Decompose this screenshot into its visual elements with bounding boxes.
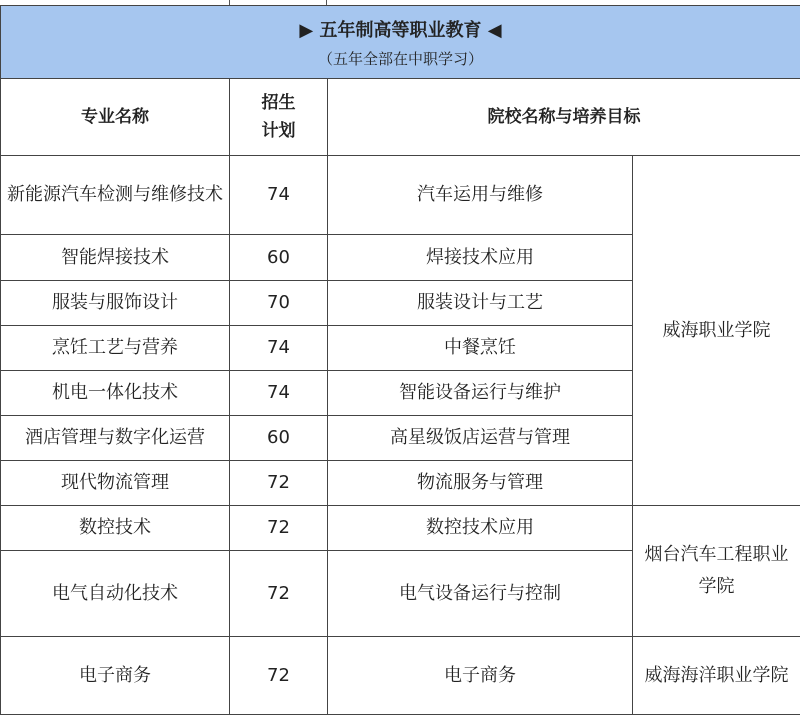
target-cell: 中餐烹饪 <box>328 326 633 371</box>
plan-cell: 72 <box>230 637 328 715</box>
header-row <box>1 79 800 156</box>
header-plan-line1: 招生 <box>236 89 321 117</box>
target-cell: 汽车运用与维修 <box>328 156 633 235</box>
header-plan-line2: 计划 <box>236 117 321 145</box>
major-cell: 数控技术 <box>1 506 230 551</box>
school-cell: 威海海洋职业学院 <box>633 637 800 715</box>
major-cell: 电气自动化技术 <box>1 551 230 637</box>
target-cell: 焊接技术应用 <box>328 235 633 281</box>
plan-cell: 60 <box>230 235 328 281</box>
plan-cell: 74 <box>230 326 328 371</box>
table-row <box>1 156 800 235</box>
major-cell: 服装与服饰设计 <box>1 281 230 326</box>
school-cell: 威海职业学院 <box>633 156 800 506</box>
major-cell: 智能焊接技术 <box>1 235 230 281</box>
major-cell: 现代物流管理 <box>1 461 230 506</box>
table-row <box>1 506 800 551</box>
section-banner <box>1 6 800 79</box>
target-cell: 高星级饭店运营与管理 <box>328 416 633 461</box>
table-row <box>1 637 800 715</box>
banner-row <box>1 6 800 79</box>
plan-cell: 74 <box>230 156 328 235</box>
plan-cell: 60 <box>230 416 328 461</box>
header-plan <box>230 79 328 156</box>
section-title: ▶ 五年制高等职业教育 ◀ <box>1 12 800 46</box>
target-cell: 电子商务 <box>328 637 633 715</box>
plan-cell: 72 <box>230 506 328 551</box>
plan-cell: 74 <box>230 371 328 416</box>
plan-cell: 72 <box>230 461 328 506</box>
section-subtitle: （五年全部在中职学习） <box>1 46 800 72</box>
major-cell: 新能源汽车检测与维修技术 <box>1 156 230 235</box>
major-cell: 机电一体化技术 <box>1 371 230 416</box>
target-cell: 服装设计与工艺 <box>328 281 633 326</box>
plan-cell: 72 <box>230 551 328 637</box>
target-cell: 智能设备运行与维护 <box>328 371 633 416</box>
major-cell: 电子商务 <box>1 637 230 715</box>
major-cell: 酒店管理与数字化运营 <box>1 416 230 461</box>
target-cell: 物流服务与管理 <box>328 461 633 506</box>
target-cell: 电气设备运行与控制 <box>328 551 633 637</box>
major-cell: 烹饪工艺与营养 <box>1 326 230 371</box>
school-cell: 烟台汽车工程职业学院 <box>633 506 800 637</box>
header-school: 院校名称与培养目标 <box>328 79 800 156</box>
enrollment-table <box>0 5 800 715</box>
header-major: 专业名称 <box>1 79 230 156</box>
target-cell: 数控技术应用 <box>328 506 633 551</box>
plan-cell: 70 <box>230 281 328 326</box>
